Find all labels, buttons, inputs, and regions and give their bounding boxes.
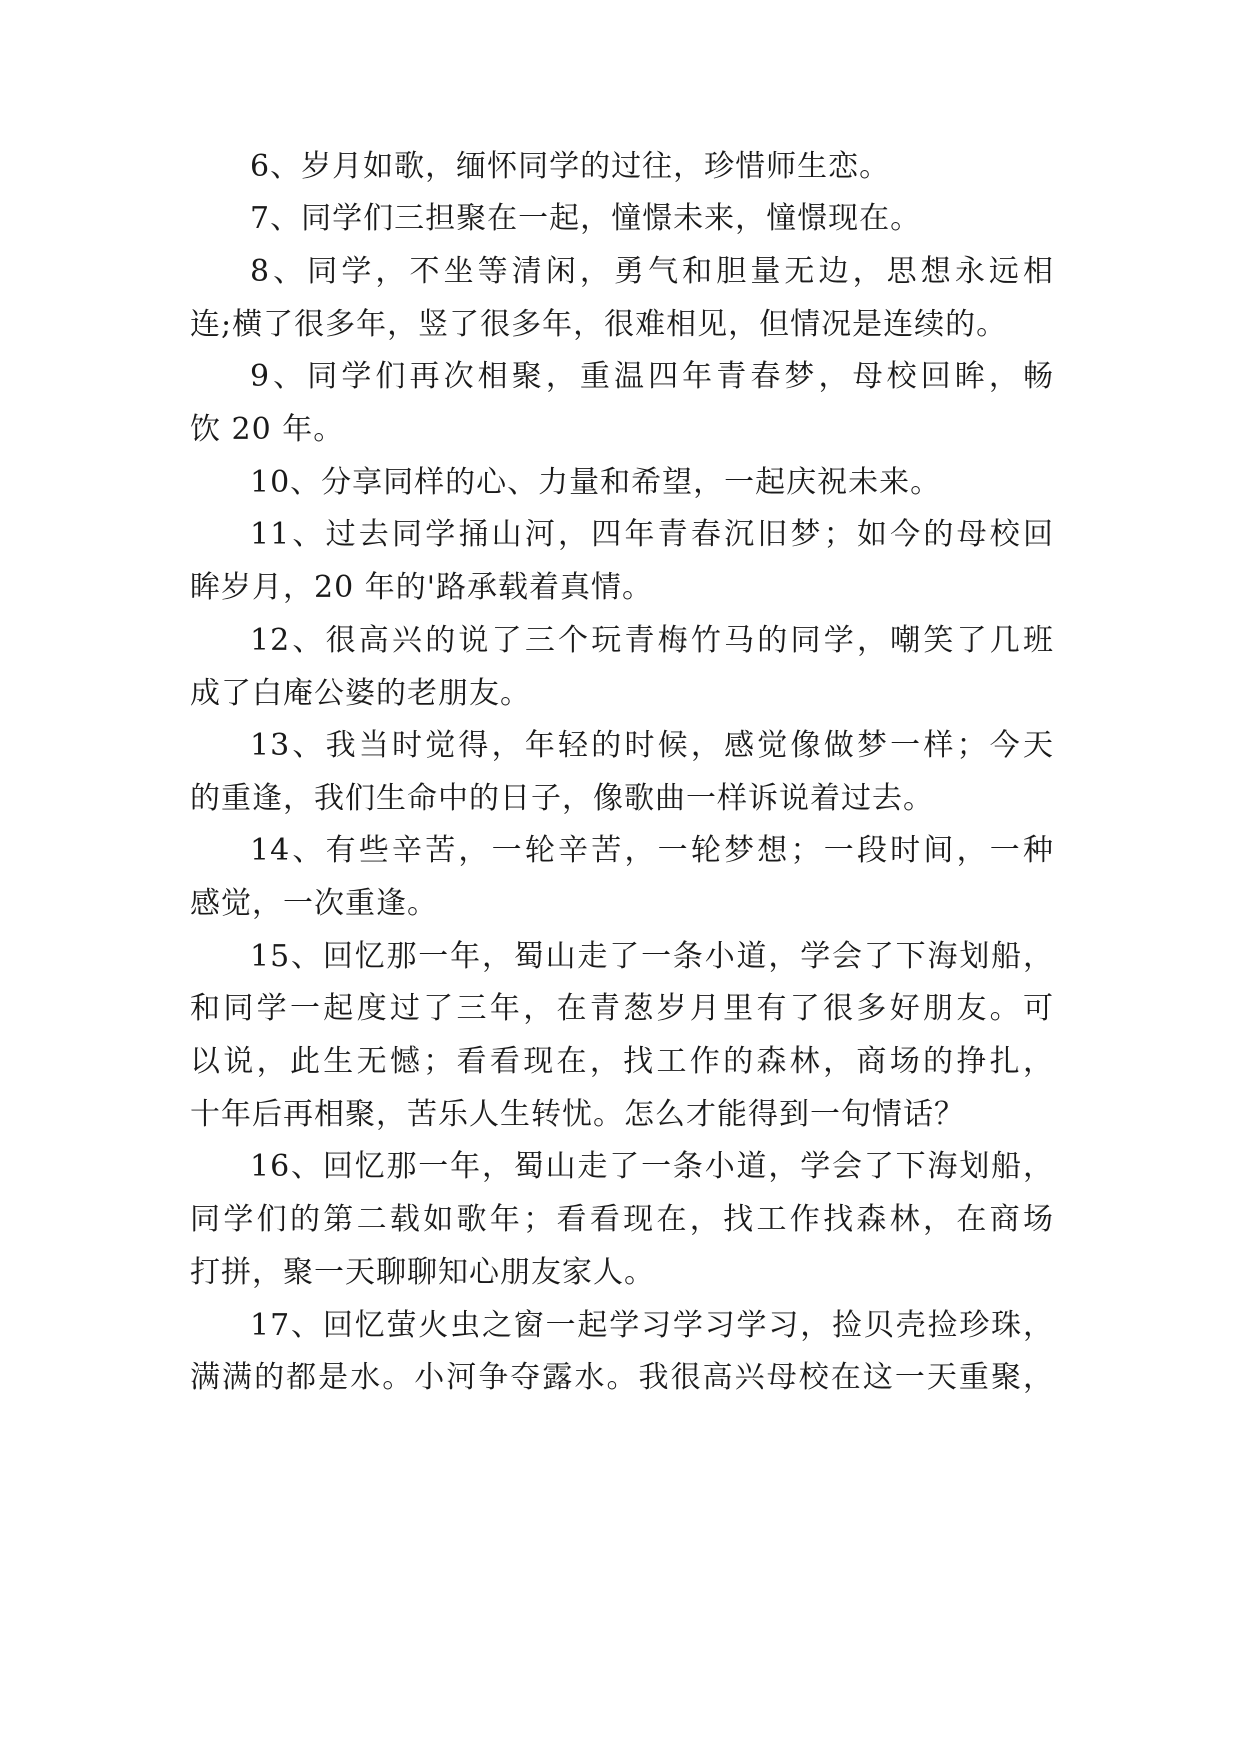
paragraph-line: 16、回忆那一年，蜀山走了一条小道，学会了下海划船， [250,1149,1054,1184]
paragraph-line: 14、有些辛苦，一轮辛苦，一轮梦想；一段时间，一种 [250,833,1054,868]
paragraph-line: 15、回忆那一年，蜀山走了一条小道，学会了下海划船， [250,939,1054,974]
paragraph-line: 6、岁月如歌，缅怀同学的过往，珍惜师生恋。 [250,149,891,184]
paragraph-line: 同学们的第二载如歌年；看看现在，找工作找森林，在商场 [190,1202,1054,1237]
paragraph-line: 和同学一起度过了三年，在青葱岁月里有了很多好朋友。可 [190,991,1054,1026]
paragraph-line: 饮 20 年。 [190,412,345,447]
paragraph-line: 10、分享同样的心、力量和希望，一起庆祝未来。 [250,465,942,500]
paragraph-line: 成了白庵公婆的老朋友。 [190,676,531,711]
paragraph-line: 11、过去同学捅山河，四年青春沉旧梦；如今的母校回 [250,517,1054,552]
paragraph-line: 打拼，聚一天聊聊知心朋友家人。 [190,1255,655,1290]
paragraph-line: 满满的都是水。小河争夺露水。我很高兴母校在这一天重聚， [190,1360,1054,1395]
paragraph-line: 的重逢，我们生命中的日子，像歌曲一样诉说着过去。 [190,781,934,816]
paragraph-line: 7、同学们三担聚在一起，憧憬未来，憧憬现在。 [250,201,922,236]
paragraph-line: 眸岁月，20 年的'路承载着真情。 [190,570,653,605]
paragraph-line: 17、回忆萤火虫之窗一起学习学习学习，捡贝壳捡珍珠， [250,1308,1054,1343]
paragraph-line: 连;横了很多年，竖了很多年，很难相见，但情况是连续的。 [190,307,1008,342]
paragraph-line: 感觉，一次重逢。 [190,886,438,921]
paragraph-line: 十年后再相聚，苦乐人生转忧。怎么才能得到一句情话？ [190,1097,965,1132]
paragraph-line: 12、很高兴的说了三个玩青梅竹马的同学，嘲笑了几班 [250,623,1054,658]
paragraph-line: 13、我当时觉得，年轻的时候，感觉像做梦一样；今天 [250,728,1054,763]
paragraph-line: 8、同学，不坐等清闲，勇气和胆量无边，思想永远相 [250,254,1054,289]
paragraph-line: 9、同学们再次相聚，重温四年青春梦，母校回眸，畅 [250,359,1054,394]
paragraph-line: 以说，此生无憾；看看现在，找工作的森林，商场的挣扎， [190,1044,1054,1079]
